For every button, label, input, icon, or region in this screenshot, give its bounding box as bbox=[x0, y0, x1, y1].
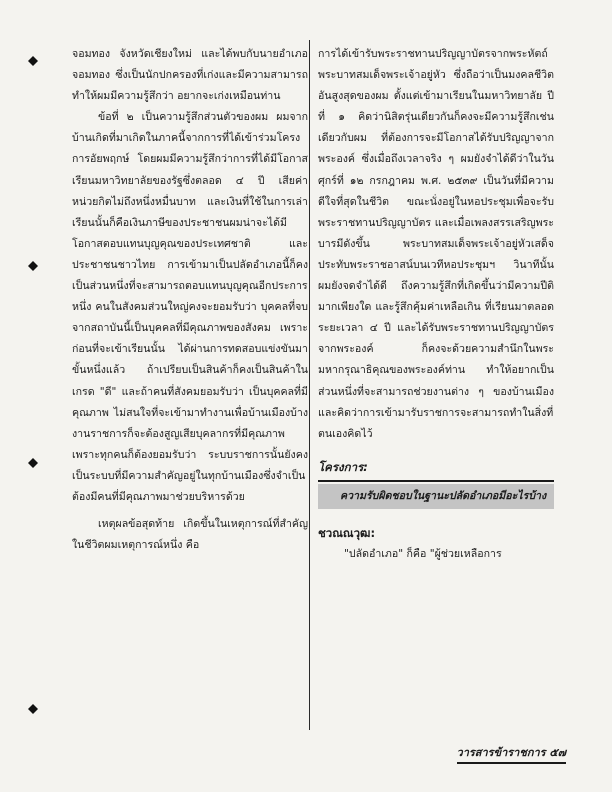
paragraph: เหตุผลข้อสุดท้าย เกิดขึ้นในเหตุการณ์ที่สำคัญในชีวิตผมเหตุการณ์หนึ่ง คือ bbox=[72, 518, 308, 552]
left-bullet-icon bbox=[28, 261, 38, 271]
right-column bbox=[318, 44, 554, 565]
question-box: ความรับผิดชอบในฐานะปลัดอำเภอมีอะไรบ้าง bbox=[318, 484, 554, 509]
paragraph: การได้เข้ารับพระราชทานปริญญาบัตรจากพระหัตถ์ พระบาทสมเด็จพระเจ้าอยู่หัว ซึ่งถือว่าเป็นมงคลชีวิตอันสูงสุดของผม ตั้งแต่เข้ามาเรียนในมหาวิทยาลัย ปีที่ ๑ คิดว่านิสิตรุ่นเดียวกันก็คงจะมีความรู้สึกเช่นเดียวกับผม ที่ต้องการจะมีโอกาสได้รับปริญญาจากพระองค์ ซึ่งเมื่อถึงเวลาจริง ๆ ผมยังจำได้ดีว่าในวันศุกร์ที่ ๑๒ กรกฎาคม พ.ศ. ๒๕๓๙ เป็นวันที่มีความดีใจที่สุดในชีวิต ขณะนั่งอยู่ในหอประชุมเพื่อจะรับพระราชทานปริญญาบัตร และเมื่อเพลงสรรเสริญพระบารมีดังขึ้น พระบาทสมเด็จพระเจ้าอยู่หัวเสด็จประทับพระราชอาสน์บนเวทีหอประชุมฯ วินาทีนั้น ผมยังจดจำได้ดี ถึงความรู้สึกที่เกิดขึ้นว่ามีความปีติมากเพียงใด และรู้สึกคุ้มค่าเหลือเกิน ที่เรียนมาตลอดระยะเวลา ๔ ปี และได้รับพระราชทานปริญญาบัตรจากพระองค์ ก็คงจะด้วยความสำนึกในพระมหากรุณาธิคุณของพระองค์ท่าน ทำให้อยากเป็นส่วนหนึ่งที่จะสามารถช่วยงานต่าง ๆ ของบ้านเมือง และคิดว่าการเข้ามารับราชการจะสามารถทำในสิ่งที่ตนเองคิดไว้ bbox=[318, 48, 554, 440]
left-bullet-icon bbox=[28, 704, 38, 714]
column-divider bbox=[309, 40, 310, 730]
page-footer: วารสารข้าราชการ ๕๗ bbox=[457, 743, 566, 764]
section-heading: โครงการ: bbox=[318, 457, 554, 482]
subsection-heading: ชวณณวุฒ: bbox=[318, 525, 376, 540]
left-bullet-icon bbox=[28, 458, 38, 468]
paragraph: จอมทอง จังหวัดเชียงใหม่ และได้พบกับนายอำเภอจอมทอง ซึ่งเป็นนักปกครองที่เก่งและมีความสามารถ ทำให้ผมมีความรู้สึกว่า อยากจะเก่งเหมือนท่าน bbox=[72, 48, 308, 103]
paragraph: "ปลัดอำเภอ" ก็คือ "ผู้ช่วยเหลือการ bbox=[344, 548, 502, 561]
left-bullet-icon bbox=[28, 56, 38, 66]
left-column bbox=[72, 44, 308, 556]
paragraph: ข้อที่ ๒ เป็นความรู้สึกส่วนตัวของผม ผมจากบ้านเกิดที่มาเกิดในภาคนี้จากการที่ได้เข้าร่วมโครงการอัยพฤกษ์ โดยผมมีความรู้สึกว่าการที่ได้มีโอกาสเรียนมหาวิทยาลัยของรัฐซึ่งตลอด ๔ ปี เสียค่าหน่วยกิตไม่ถึงหนึ่งหมื่นบาท และเงินที่ใช้ในการเล่าเรียนนั้นก็คือเงินภาษีของประชาชนผมน่าจะได้มีโอกาสตอบแทนบุญคุณของประเทศชาติ และประชาชนชาวไทย การเข้ามาเป็นปลัดอำเภอนี้ก็คงเป็นส่วนหนึ่งที่จะสามารถตอบแทนบุญคุณอีกประการหนึ่ง คนในสังคมส่วนใหญ่คงจะยอมรับว่า บุคคลที่จบจากสถาบันนี้เป็นบุคคลที่มีคุณภาพของสังคม เพราะก่อนที่จะเข้าเรียนนั้น ได้ผ่านการทดสอบแข่งขันมาขั้นหนึ่งแล้ว ถ้าเปรียบเป็นสินค้าก็คงเป็นสินค้าในเกรด "ดี" และถ้าคนที่สังคมยอมรับว่า เป็นบุคคลที่มีคุณภาพ ไม่สนใจที่จะเข้ามาทำงานเพื่อบ้านเมืองบ้าง งานราชการก็จะต้องสูญเสียบุคลากรที่มีคุณภาพ เพราะทุกคนก็ต้องยอมรับว่า ระบบราชการนั้นยังคงเป็นระบบที่มีความสำคัญอยู่ในทุกบ้านเมืองซึ่งจำเป็นต้องมีคนที่มีคุณภาพมาช่วยบริหารด้วย bbox=[72, 111, 308, 503]
